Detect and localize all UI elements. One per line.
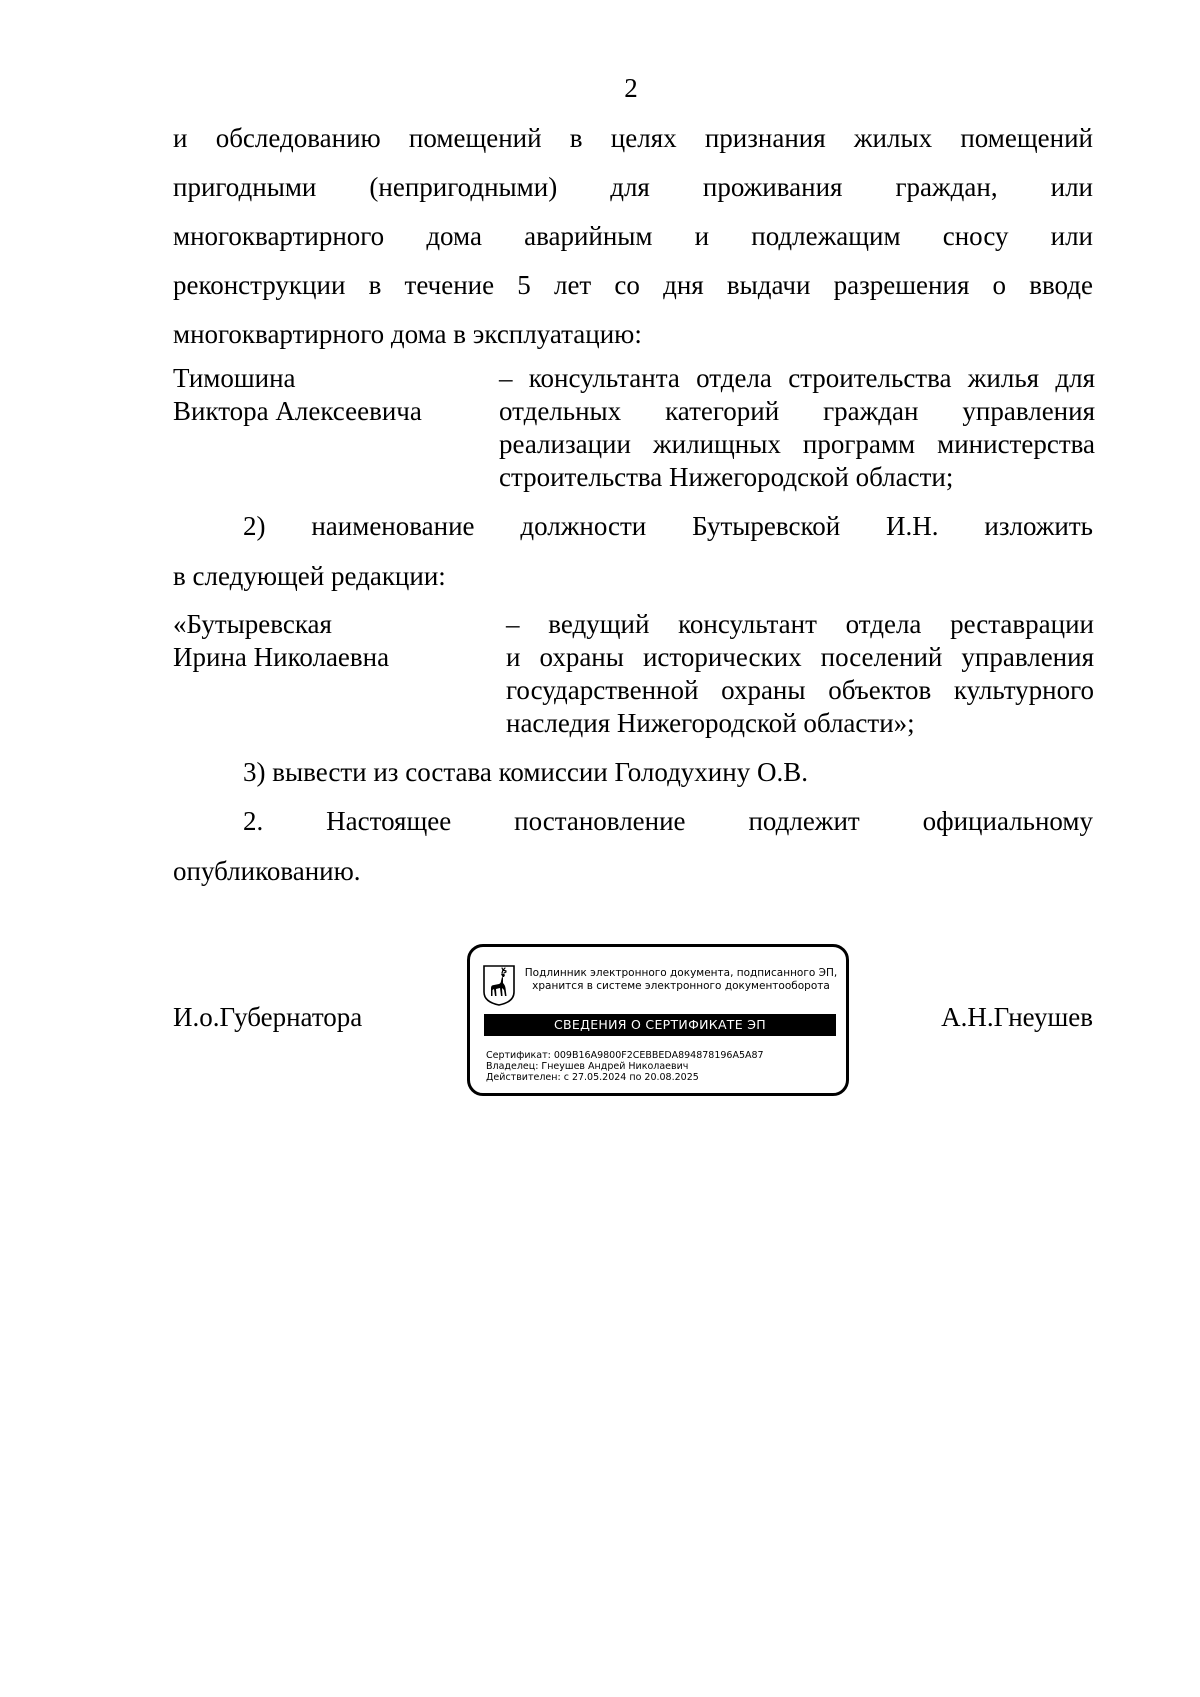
stamp-header-line: хранится в системе электронного документооборота [532, 980, 830, 992]
appointee-name [173, 608, 483, 674]
appointee-given-names: Ирина Николаевна [173, 642, 390, 672]
paragraph-line: многоквартирного дома аварийным и подлежащим сносу или [173, 221, 1093, 251]
appointee-given-names: Виктора Алексеевича [173, 396, 422, 426]
position-line: – ведущий консультант отдела реставрации [506, 609, 1094, 639]
stamp-header-line: Подлинник электронного документа, подписанного ЭП, [524, 967, 838, 979]
paragraph-line: опубликованию. [173, 856, 361, 886]
certificate-number: Сертификат: 009B16A9800F2CEBBEDA894878196A5A87 [486, 1050, 764, 1061]
paragraph-commission-intro [173, 114, 1093, 359]
paragraph-line: в следующей редакции: [173, 561, 446, 591]
position-line: – консультанта отдела строительства жилья для [499, 363, 1095, 393]
paragraph-line: пригодными (непригодными) для проживания граждан, или [173, 172, 1093, 202]
position-line: строительства Нижегородской области; [499, 462, 954, 492]
certificate-validity: Действителен: с 27.05.2024 по 20.08.2025 [486, 1072, 699, 1083]
signatory-name: А.Н.Гнеушев [941, 1002, 1093, 1032]
appointee-position [506, 608, 1094, 740]
paragraph-remove-member: 3) вывести из состава комиссии Голодухину О.В. [243, 757, 808, 787]
position-line: реализации жилищных программ министерства [499, 429, 1095, 459]
paragraph-line: реконструкции в течение 5 лет со дня выдачи разрешения о вводе [173, 270, 1093, 300]
paragraph-line: 2) наименование должности Бутыревской И.Н. изложить [243, 511, 1093, 541]
appointee-surname: Тимошина [173, 363, 296, 393]
position-line: наследия Нижегородской области»; [506, 708, 915, 738]
signatory-position: И.о.Губернатора [173, 1002, 363, 1032]
stamp-banner: СВЕДЕНИЯ О СЕРТИФИКАТЕ ЭП [484, 1014, 836, 1036]
appointee-name [173, 362, 483, 428]
paragraph-line: многоквартирного дома в эксплуатацию: [173, 319, 642, 349]
paragraph-line: 2. Настоящее постановление подлежит официальному [243, 806, 1093, 836]
certificate-details [486, 1050, 836, 1083]
certificate-owner: Владелец: Гнеушев Андрей Николаевич [486, 1061, 689, 1072]
position-line: отдельных категорий граждан управления [499, 396, 1095, 426]
appointee-position [499, 362, 1095, 494]
appointee-surname: «Бутыревская [173, 609, 332, 639]
stamp-header [520, 967, 842, 993]
position-line: и охраны исторических поселений управления [506, 642, 1094, 672]
page-number: 2 [624, 73, 638, 103]
deer-emblem-icon [482, 964, 516, 1006]
paragraph-line: и обследованию помещений в целях признания жилых помещений [173, 123, 1093, 153]
e-signature-stamp [467, 944, 849, 1096]
position-line: государственной охраны объектов культурного [506, 675, 1094, 705]
